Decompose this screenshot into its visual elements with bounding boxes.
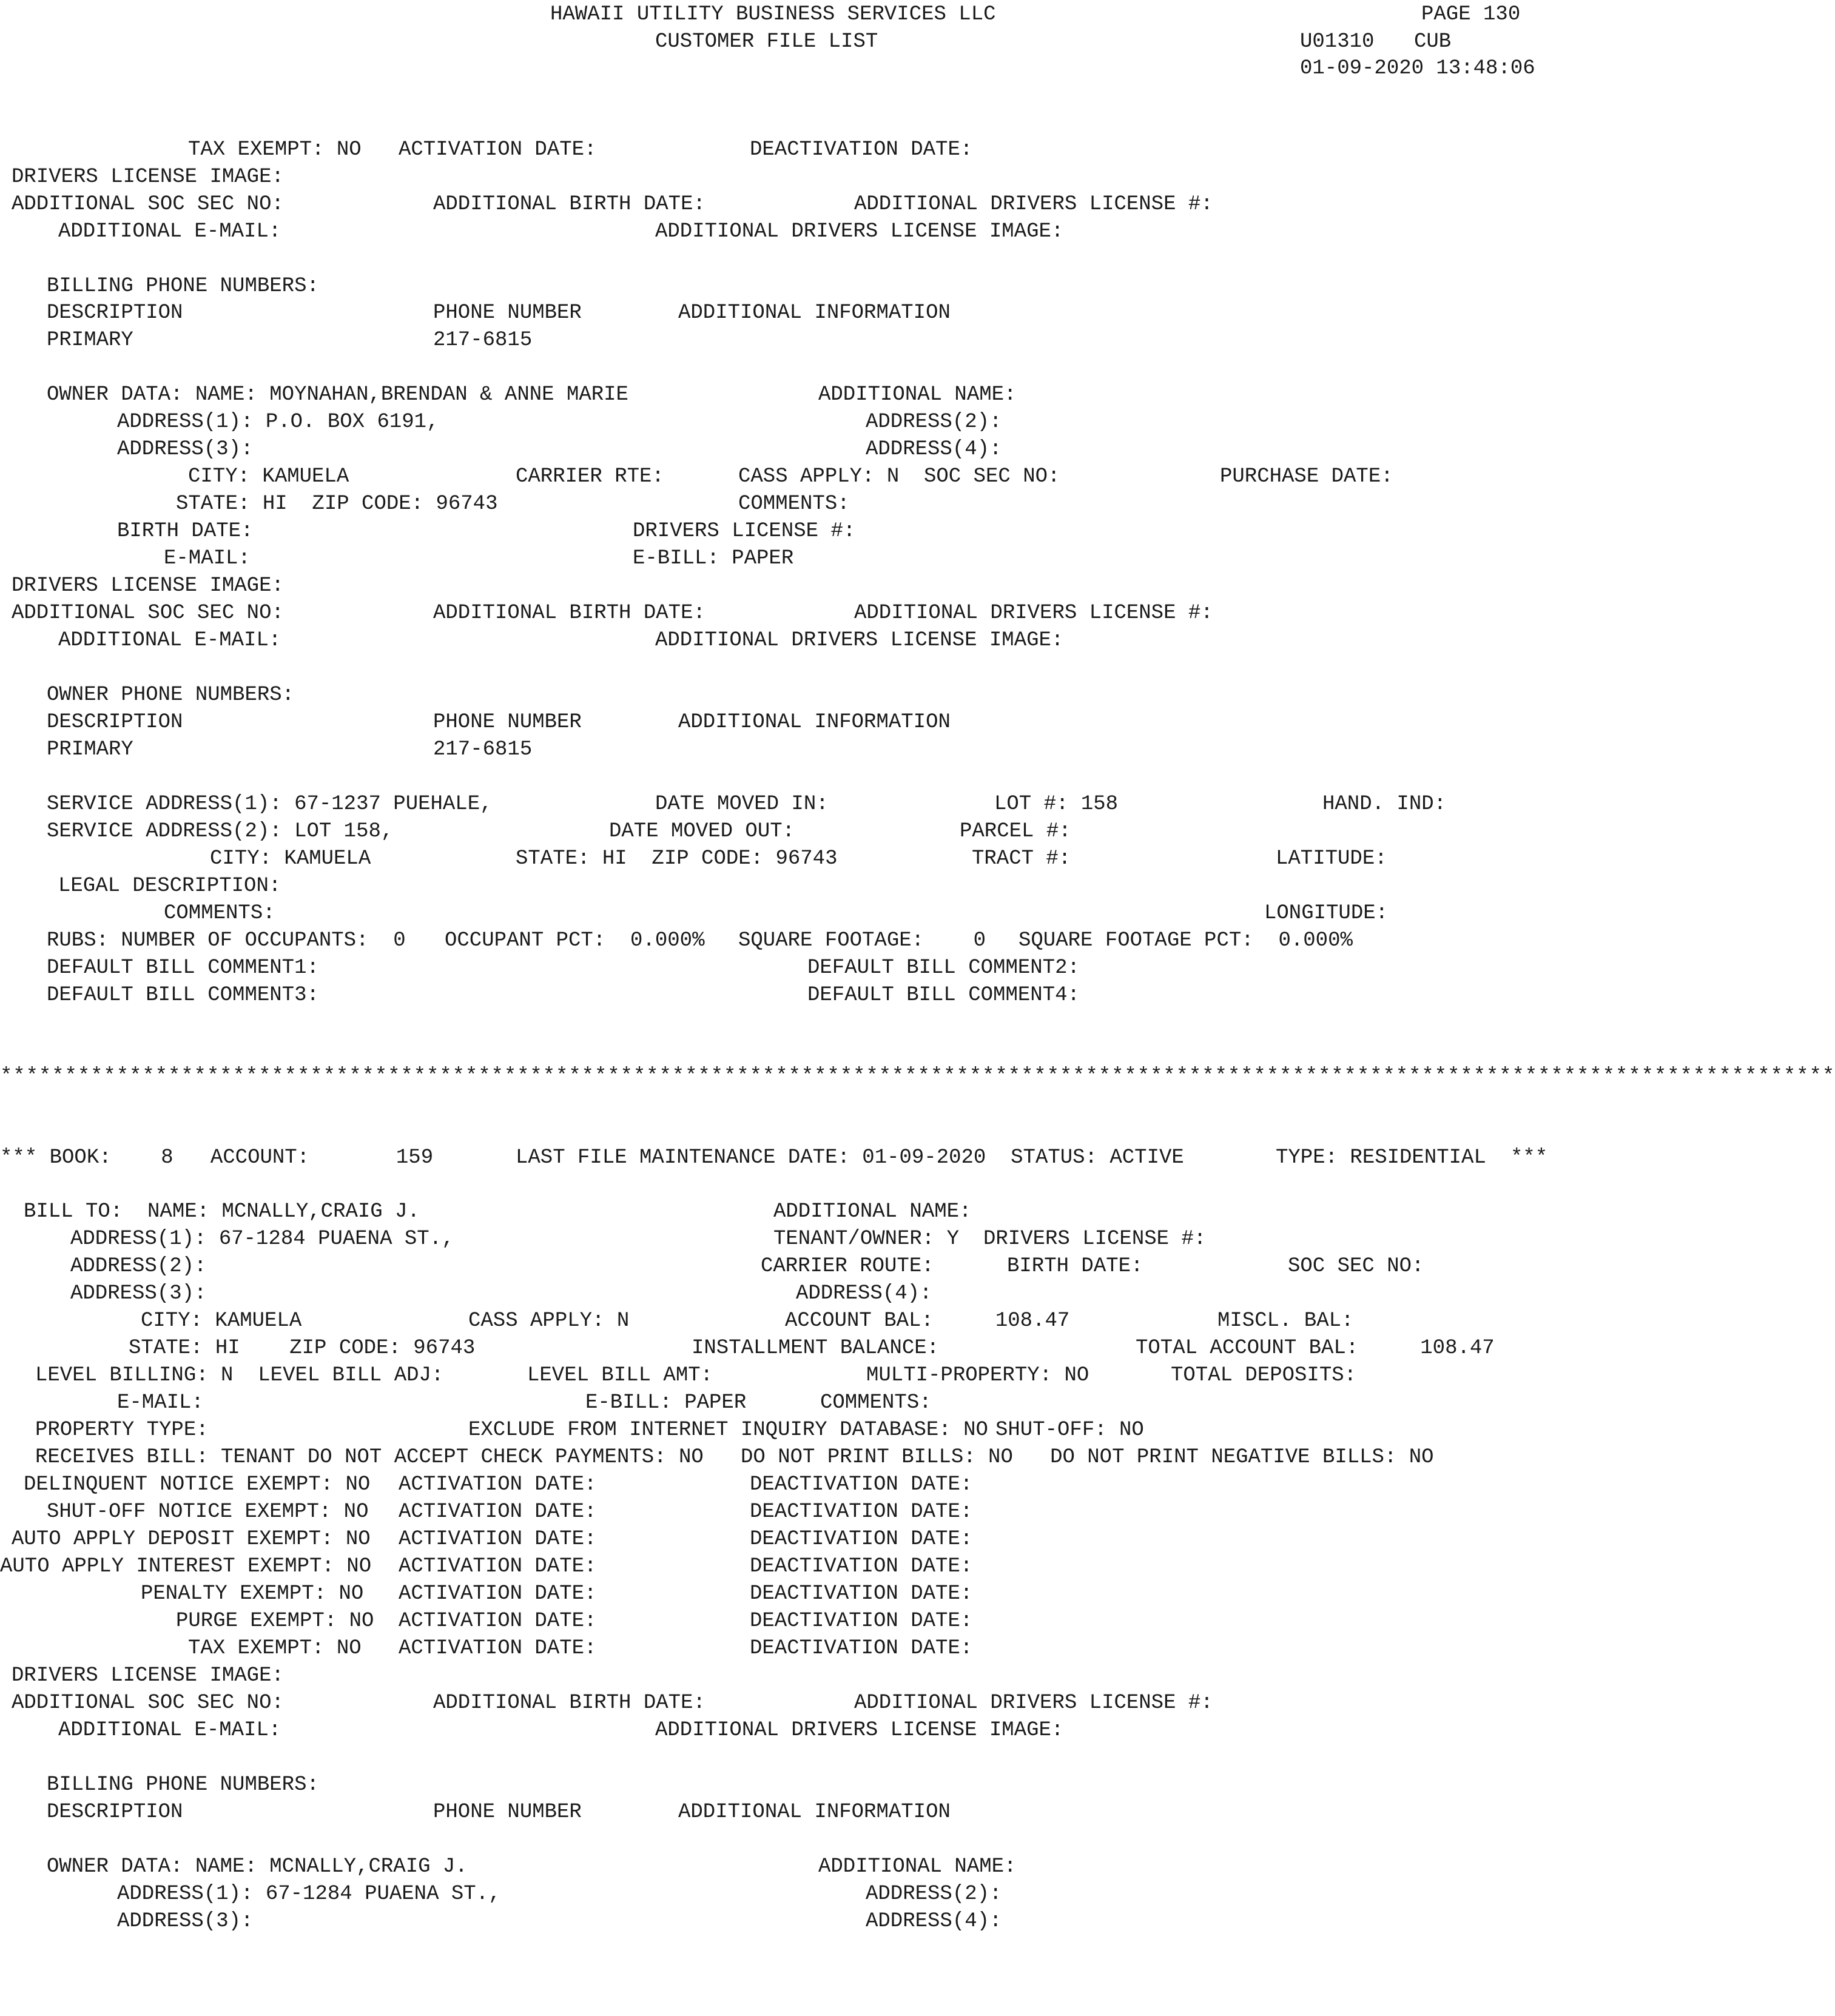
account-maintenance-status: LAST FILE MAINTENANCE DATE: 01-09-2020 STATUS: ACTIVE bbox=[516, 1146, 1184, 1169]
activation-date: ACTIVATION DATE: bbox=[399, 1500, 597, 1524]
additional-email-line bbox=[0, 1717, 1547, 1744]
prev-owner-email-line bbox=[0, 545, 1547, 573]
report-datetime: 01-09-2020 13:48:06 bbox=[1300, 57, 1535, 80]
prev-billing-phones-title: BILLING PHONE NUMBERS: bbox=[47, 275, 319, 298]
prev-deactivation: DEACTIVATION DATE: bbox=[750, 138, 973, 161]
rubs-occupants: RUBS: NUMBER OF OCCUPANTS: 0 bbox=[47, 929, 406, 952]
billing-phones-line bbox=[0, 1772, 1547, 1799]
bill-to-address-2: ADDRESS(2): bbox=[70, 1255, 207, 1278]
email: E-MAIL: bbox=[117, 1391, 204, 1414]
prev-owner-city: CITY: KAMUELA bbox=[188, 465, 349, 488]
billing-phone-number: 217-6815 bbox=[433, 329, 533, 352]
default-bill-comment-3: DEFAULT BILL COMMENT3: bbox=[47, 984, 319, 1007]
delinquent-notice-exempt: DELINQUENT NOTICE EXEMPT: NO bbox=[24, 1473, 371, 1496]
service-address-2: SERVICE ADDRESS(2): LOT 158, bbox=[47, 820, 394, 843]
prev-owner-additional-name: ADDITIONAL NAME: bbox=[818, 383, 1017, 406]
prev-owner-email: E-MAIL: bbox=[164, 547, 251, 570]
account-header-end: *** bbox=[1510, 1146, 1548, 1169]
prev-owner-phones-line bbox=[0, 682, 1547, 709]
owner-col-description: DESCRIPTION bbox=[47, 711, 183, 734]
receives-bill-line bbox=[0, 1444, 1547, 1471]
rubs-square-footage: SQUARE FOOTAGE: 0 bbox=[738, 929, 986, 952]
owner-additional-name: ADDITIONAL NAME: bbox=[818, 1855, 1017, 1878]
account-book-number: *** BOOK: 8 ACCOUNT: 159 bbox=[0, 1146, 434, 1169]
header-line-1 bbox=[0, 1, 1547, 29]
prev-tax-exempt-line bbox=[0, 136, 1547, 164]
additional-email: ADDITIONAL E-MAIL: bbox=[58, 1719, 281, 1742]
activation-date: ACTIVATION DATE: bbox=[399, 1610, 597, 1633]
auto-apply-interest-exempt: AUTO APPLY INTEREST EXEMPT: NO bbox=[0, 1555, 372, 1578]
exempt-row bbox=[0, 1471, 1547, 1499]
owner-addr3-line bbox=[0, 1908, 1547, 1935]
owner-name-line bbox=[0, 1853, 1547, 1881]
exempt-row bbox=[0, 1635, 1547, 1662]
service-address-1: SERVICE ADDRESS(1): 67-1237 PUEHALE, bbox=[47, 793, 493, 816]
billto-city-line bbox=[0, 1308, 1547, 1335]
prev-owner-birth-date: BIRTH DATE: bbox=[117, 520, 254, 543]
deactivation-date: DEACTIVATION DATE: bbox=[750, 1500, 973, 1524]
billto-addr3-line bbox=[0, 1280, 1547, 1308]
prev-owner-name-line bbox=[0, 381, 1547, 409]
exclude-internet-inquiry: EXCLUDE FROM INTERNET INQUIRY DATABASE: NO bbox=[468, 1419, 988, 1442]
billing-phones-header bbox=[0, 1799, 1547, 1826]
prev-add-email: ADDITIONAL E-MAIL: bbox=[58, 220, 281, 243]
total-deposits: TOTAL DEPOSITS: bbox=[1171, 1364, 1357, 1387]
bill-to-address-1: ADDRESS(1): 67-1284 PUAENA ST., bbox=[70, 1228, 454, 1251]
deactivation-date: DEACTIVATION DATE: bbox=[750, 1555, 973, 1578]
comments: COMMENTS: bbox=[820, 1391, 932, 1414]
dl-image-line bbox=[0, 1662, 1547, 1690]
multi-property: MULTI-PROPERTY: NO bbox=[866, 1364, 1089, 1387]
activation-date: ACTIVATION DATE: bbox=[399, 1555, 597, 1578]
cass-apply: CASS APPLY: N bbox=[468, 1309, 630, 1332]
additional-drivers-license-image: ADDITIONAL DRIVERS LICENSE IMAGE: bbox=[655, 1719, 1064, 1742]
bill-to-address-3: ADDRESS(3): bbox=[70, 1282, 207, 1305]
additional-soc-sec-no: ADDITIONAL SOC SEC NO: bbox=[12, 1692, 284, 1715]
owner-address-1: ADDRESS(1): 67-1284 PUAENA ST., bbox=[117, 1883, 501, 1906]
prev-comment3-line bbox=[0, 982, 1547, 1009]
receives-bill-options: RECEIVES BILL: TENANT DO NOT ACCEPT CHECK PAYMENTS: NO DO NOT PRINT BILLS: NO DO NOT PRINT NEGATIVE BILLS: NO bbox=[35, 1446, 1434, 1469]
installment-balance: INSTALLMENT BALANCE: bbox=[692, 1337, 940, 1360]
billto-state-line bbox=[0, 1335, 1547, 1362]
total-account-balance: TOTAL ACCOUNT BAL: 108.47 bbox=[1136, 1337, 1495, 1360]
col-description: DESCRIPTION bbox=[47, 301, 183, 324]
deactivation-date: DEACTIVATION DATE: bbox=[750, 1610, 973, 1633]
prev-owner-city-line bbox=[0, 463, 1547, 491]
prev-owner-add-ssn: ADDITIONAL SOC SEC NO: bbox=[12, 602, 284, 625]
level-billing: LEVEL BILLING: N LEVEL BILL ADJ: bbox=[35, 1364, 444, 1387]
level-bill-amount: LEVEL BILL AMT: bbox=[527, 1364, 713, 1387]
billto-addr2-line bbox=[0, 1253, 1547, 1280]
purge-exempt: PURGE EXEMPT: NO bbox=[176, 1610, 374, 1633]
tenant-owner: TENANT/OWNER: Y bbox=[773, 1228, 960, 1251]
prev-legal-line bbox=[0, 873, 1547, 900]
penalty-exempt: PENALTY EXEMPT: NO bbox=[141, 1582, 364, 1605]
prev-additional-email-line bbox=[0, 218, 1547, 246]
default-bill-comment-1: DEFAULT BILL COMMENT1: bbox=[47, 956, 319, 979]
prev-owner-address-1: ADDRESS(1): P.O. BOX 6191, bbox=[117, 411, 439, 434]
prev-owner-dl-image-line bbox=[0, 573, 1547, 600]
tract-number: TRACT #: bbox=[972, 847, 1071, 870]
birth-date: BIRTH DATE: bbox=[1007, 1255, 1143, 1278]
prev-owner-additional-email-line bbox=[0, 627, 1547, 654]
col-description: DESCRIPTION bbox=[47, 1801, 183, 1824]
col-phone-number: PHONE NUMBER bbox=[433, 1801, 582, 1824]
shut-off: SHUT-OFF: NO bbox=[995, 1419, 1144, 1442]
hand-ind: HAND. IND: bbox=[1322, 793, 1447, 816]
rubs-occupant-pct: OCCUPANT PCT: 0.000% bbox=[445, 929, 705, 952]
e-bill: E-BILL: PAPER bbox=[585, 1391, 747, 1414]
drivers-license-image: DRIVERS LICENSE IMAGE: bbox=[12, 1664, 284, 1687]
owner-address-3: ADDRESS(3): bbox=[117, 1910, 254, 1933]
prev-billing-phones-header bbox=[0, 300, 1547, 327]
email-line bbox=[0, 1389, 1547, 1417]
prev-owner-ebill: E-BILL: PAPER bbox=[633, 547, 794, 570]
header-line-2 bbox=[0, 29, 1547, 56]
col-additional-info: ADDITIONAL INFORMATION bbox=[678, 301, 951, 324]
deactivation-date: DEACTIVATION DATE: bbox=[750, 1473, 973, 1496]
prev-comment1-line bbox=[0, 955, 1547, 982]
additional-drivers-license: ADDITIONAL DRIVERS LICENSE #: bbox=[854, 1692, 1213, 1715]
exempt-row bbox=[0, 1581, 1547, 1608]
prev-owner-addr1-line bbox=[0, 409, 1547, 436]
owner-col-phone-number: PHONE NUMBER bbox=[433, 711, 582, 734]
prev-owner-address-2: ADDRESS(2): bbox=[866, 411, 1002, 434]
prev-owner-add-email: ADDITIONAL E-MAIL: bbox=[58, 629, 281, 652]
prev-activation: ACTIVATION DATE: bbox=[399, 138, 597, 161]
auto-apply-deposit-exempt: AUTO APPLY DEPOSIT EXEMPT: NO bbox=[12, 1528, 371, 1551]
rubs-square-footage-pct: SQUARE FOOTAGE PCT: 0.000% bbox=[1019, 929, 1353, 952]
owner-phone-description: PRIMARY bbox=[47, 738, 133, 761]
header-line-3 bbox=[0, 55, 1547, 82]
deactivation-date: DEACTIVATION DATE: bbox=[750, 1528, 973, 1551]
owner-address-4: ADDRESS(4): bbox=[866, 1910, 1002, 1933]
default-bill-comment-2: DEFAULT BILL COMMENT2: bbox=[807, 956, 1080, 979]
billto-addr1-line bbox=[0, 1226, 1547, 1253]
activation-date: ACTIVATION DATE: bbox=[399, 1637, 597, 1660]
account-balance: ACCOUNT BAL: 108.47 bbox=[785, 1309, 1070, 1332]
prev-owner-add-dl-image: ADDITIONAL DRIVERS LICENSE IMAGE: bbox=[655, 629, 1064, 652]
prev-add-birth: ADDITIONAL BIRTH DATE: bbox=[433, 193, 705, 216]
bill-to-city: CITY: KAMUELA bbox=[141, 1309, 302, 1332]
col-phone-number: PHONE NUMBER bbox=[433, 301, 582, 324]
activation-date: ACTIVATION DATE: bbox=[399, 1528, 597, 1551]
additional-line bbox=[0, 1690, 1547, 1717]
date-moved-out: DATE MOVED OUT: bbox=[609, 820, 795, 843]
prev-service-city-line bbox=[0, 845, 1547, 873]
service-comments: COMMENTS: bbox=[164, 902, 275, 925]
prev-owner-state-zip: STATE: HI ZIP CODE: 96743 bbox=[176, 492, 498, 516]
latitude: LATITUDE: bbox=[1276, 847, 1387, 870]
carrier-route: CARRIER ROUTE: bbox=[761, 1255, 934, 1278]
bill-to-additional-name: ADDITIONAL NAME: bbox=[773, 1200, 972, 1223]
exempt-row bbox=[0, 1526, 1547, 1553]
shut-off-notice-exempt: SHUT-OFF NOTICE EXEMPT: NO bbox=[47, 1500, 369, 1524]
drivers-license: DRIVERS LICENSE #: bbox=[983, 1228, 1207, 1251]
service-state-zip: STATE: HI ZIP CODE: 96743 bbox=[516, 847, 838, 870]
miscl-balance: MISCL. BAL: bbox=[1217, 1309, 1354, 1332]
deactivation-date: DEACTIVATION DATE: bbox=[750, 1582, 973, 1605]
soc-sec-no: SOC SEC NO: bbox=[1288, 1255, 1424, 1278]
activation-date: ACTIVATION DATE: bbox=[399, 1473, 597, 1496]
level-billing-line bbox=[0, 1362, 1547, 1389]
prev-comments-line bbox=[0, 900, 1547, 927]
prev-additional-line bbox=[0, 191, 1547, 218]
prev-owner-carrier-rte: CARRIER RTE: bbox=[516, 465, 664, 488]
owner-address-2: ADDRESS(2): bbox=[866, 1883, 1002, 1906]
account-header-line bbox=[0, 1144, 1547, 1172]
billto-name-line bbox=[0, 1198, 1547, 1226]
prev-owner-dl-image: DRIVERS LICENSE IMAGE: bbox=[12, 574, 284, 597]
longitude: LONGITUDE: bbox=[1264, 902, 1389, 925]
exempt-row bbox=[0, 1499, 1547, 1526]
prev-owner-name: OWNER DATA: NAME: MOYNAHAN,BRENDAN & ANNE MARIE bbox=[47, 383, 628, 406]
bill-to-state-zip: STATE: HI ZIP CODE: 96743 bbox=[129, 1337, 476, 1360]
prev-owner-ssn: SOC SEC NO: bbox=[924, 465, 1060, 488]
prev-owner-phones-header bbox=[0, 709, 1547, 736]
parcel-number: PARCEL #: bbox=[960, 820, 1071, 843]
prev-owner-address-4: ADDRESS(4): bbox=[866, 438, 1002, 461]
owner-addr1-line bbox=[0, 1881, 1547, 1908]
owner-phone-number: 217-6815 bbox=[433, 738, 533, 761]
property-type-line bbox=[0, 1417, 1547, 1444]
bill-to-name: BILL TO: NAME: MCNALLY,CRAIG J. bbox=[24, 1200, 420, 1223]
prev-owner-purchase-date: PURCHASE DATE: bbox=[1220, 465, 1393, 488]
tax-exempt: TAX EXEMPT: NO bbox=[188, 1637, 362, 1660]
prev-add-dl: ADDITIONAL DRIVERS LICENSE #: bbox=[854, 193, 1213, 216]
prev-owner-birth-line bbox=[0, 518, 1547, 545]
page-number: PAGE 130 bbox=[1421, 3, 1521, 26]
prev-billing-phone-row bbox=[0, 327, 1547, 354]
prev-dl-image-line bbox=[0, 164, 1547, 191]
prev-rubs-line bbox=[0, 927, 1547, 955]
prev-owner-dl: DRIVERS LICENSE #: bbox=[633, 520, 856, 543]
record-separator: ********************************************************************************************************************************************** bbox=[0, 1065, 1835, 1088]
bill-to-address-4: ADDRESS(4): bbox=[796, 1282, 932, 1305]
prev-billing-phones-line bbox=[0, 273, 1547, 300]
default-bill-comment-4: DEFAULT BILL COMMENT4: bbox=[807, 984, 1080, 1007]
col-additional-info: ADDITIONAL INFORMATION bbox=[678, 1801, 951, 1824]
exempt-row bbox=[0, 1608, 1547, 1635]
prev-add-ssn: ADDITIONAL SOC SEC NO: bbox=[12, 193, 284, 216]
legal-description: LEGAL DESCRIPTION: bbox=[58, 875, 281, 898]
prev-owner-add-birth: ADDITIONAL BIRTH DATE: bbox=[433, 602, 705, 625]
service-city: CITY: KAMUELA bbox=[210, 847, 371, 870]
prev-owner-phones-title: OWNER PHONE NUMBERS: bbox=[47, 684, 295, 707]
prev-owner-address-3: ADDRESS(3): bbox=[117, 438, 254, 461]
exempt-row bbox=[0, 1553, 1547, 1581]
owner-col-additional-info: ADDITIONAL INFORMATION bbox=[678, 711, 951, 734]
prev-owner-additional-line bbox=[0, 600, 1547, 627]
prev-owner-comments: COMMENTS: bbox=[738, 492, 850, 516]
report-title: CUSTOMER FILE LIST bbox=[655, 30, 878, 53]
lot-number: LOT #: 158 bbox=[994, 793, 1119, 816]
prev-owner-phone-row bbox=[0, 736, 1547, 764]
property-type: PROPERTY TYPE: bbox=[35, 1419, 209, 1442]
prev-add-dl-image: ADDITIONAL DRIVERS LICENSE IMAGE: bbox=[655, 220, 1064, 243]
prev-owner-add-dl: ADDITIONAL DRIVERS LICENSE #: bbox=[854, 602, 1213, 625]
activation-date: ACTIVATION DATE: bbox=[399, 1582, 597, 1605]
system-code: CUB bbox=[1414, 30, 1452, 53]
additional-birth-date: ADDITIONAL BIRTH DATE: bbox=[433, 1692, 705, 1715]
company-name: HAWAII UTILITY BUSINESS SERVICES LLC bbox=[550, 3, 996, 26]
prev-tax-exempt: TAX EXEMPT: NO bbox=[188, 138, 362, 161]
deactivation-date: DEACTIVATION DATE: bbox=[750, 1637, 973, 1660]
prev-service-addr1-line bbox=[0, 791, 1547, 818]
date-moved-in: DATE MOVED IN: bbox=[655, 793, 829, 816]
account-type: TYPE: RESIDENTIAL bbox=[1276, 1146, 1486, 1169]
billing-phone-description: PRIMARY bbox=[47, 329, 133, 352]
prev-service-addr2-line bbox=[0, 818, 1547, 845]
prev-dl-image: DRIVERS LICENSE IMAGE: bbox=[12, 166, 284, 189]
prev-owner-state-line bbox=[0, 491, 1547, 518]
billing-phone-numbers-title: BILLING PHONE NUMBERS: bbox=[47, 1773, 319, 1796]
report-id: U01310 bbox=[1300, 30, 1375, 53]
prev-owner-addr3-line bbox=[0, 436, 1547, 463]
owner-name: OWNER DATA: NAME: MCNALLY,CRAIG J. bbox=[47, 1855, 468, 1878]
prev-owner-cass: CASS APPLY: N bbox=[738, 465, 900, 488]
